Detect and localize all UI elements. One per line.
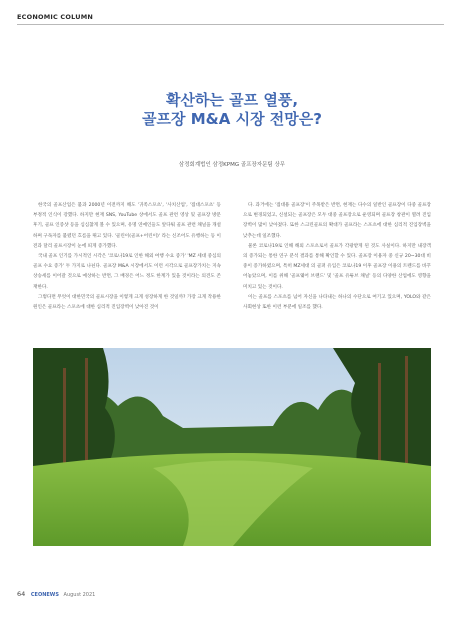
paragraph: 다. 과거에는 '접대용 골프장'이 주목받은 반면, 현재는 다수의 일반인 골프장이 다중 골프장으로 변경되었고, 신설되는 골프장은 모두 대중 골프장으로 운영되며 골프장 창관이 열려 진입장벽이 많이 낮아졌다. 또한 스크린골프의 확대가 골프라는 스포츠에 대한 심리적 진입장벽을 낮추는데 일조했다. <box>243 203 431 239</box>
paragraph: 국내 골프 인기를 가시적인 시각은 '코로나19로 인한 해외 여행 수요 증가' 'MZ 세대 중심의 골프 수요 증가' 두 가지로 나뉜다. 골프장 M&A 시장에서도 이런 시각으로 골프장가치는 지속 상승세를 이어갈 것으로 예상하는 반면, 그 배경은 어느 정도 한계가 있을 것이라는 의견도 존재한다. <box>33 254 221 290</box>
paragraph: 물론 코로나19로 인해 해외 스포츠로서 골프가 각광받게 된 것도 사실이다. 하지만 내장객의 증가되는 통한 연구 분석 결과를 통해 확인할 수 있다. 골프장 이용자 중 신규 20~30대 비중이 증가하였으며, 특히 MZ세대 의 골퍼 유입은 코로나19 이후 골프장 이용의 트렌드를 바꾸어놓았으며, 이를 위해 '골프웨어 브랜드' 및 '골프 유튜브 채널' 등의 다양한 산업에도 영향을 미치고 있는 것이다. <box>243 243 431 290</box>
paragraph: 이는 골프를 스포츠를 넘어 자신을 나타내는 하나의 수단으로 여기고 있으며, YOLO와 같은 사회현상 또한 이런 부분에 일조를 했다. <box>243 294 431 311</box>
section-label: ECONOMIC COLUMN <box>17 13 94 21</box>
article-byline: 삼정회계법인 삼정KPMG 골프장자문팀 상무 <box>178 162 286 168</box>
magazine-brand: CEONEWS <box>30 592 59 598</box>
article-title <box>0 91 464 129</box>
body-column-left <box>33 201 221 341</box>
article-title-line-2: 골프장 M&A 시장 전망은? <box>142 110 322 128</box>
body-column-right <box>243 201 431 341</box>
article-body <box>33 201 431 341</box>
paragraph: 한국의 골프산업은 불과 2000년 이전까지 해도 '귀족스포츠', '사치산업', '접대스포츠' 등 부정적 인식이 강했다. 하지만 현재 SNS, YouTube 상에서도 골프 관련 영상 및 골프장 방문 후기, 골프 인증샷 등을 심심찮게 볼 수 있으며, 유명 연예인들도 앞다퉈 골프 관련 채널을 개설하며 구독자를 불렸던 흐름을 뛰고 있다. '골린이(골프+어린이)' 라는 신조어도 유행하는 등 이전과 달리 골프시장이 눈에 띄게 증가했다. <box>33 203 221 249</box>
page-footer <box>17 590 95 598</box>
article-title-line-1: 확산하는 골프 열풍, <box>165 91 299 109</box>
golf-course-photo <box>33 348 431 546</box>
header-divider <box>17 24 444 25</box>
page-number: 64 <box>17 590 26 598</box>
paragraph: 그렇다면 무엇이 대한민국의 골프시장을 이렇게 크게 성장하게 한 것일까? 가장 크게 작용한 원인은 골프라는 스포츠에 대한 심리적 진입장벽이 낮아진 것이 <box>33 294 221 311</box>
issue-date: August 2021 <box>63 592 96 598</box>
golf-course-illustration <box>33 348 431 546</box>
